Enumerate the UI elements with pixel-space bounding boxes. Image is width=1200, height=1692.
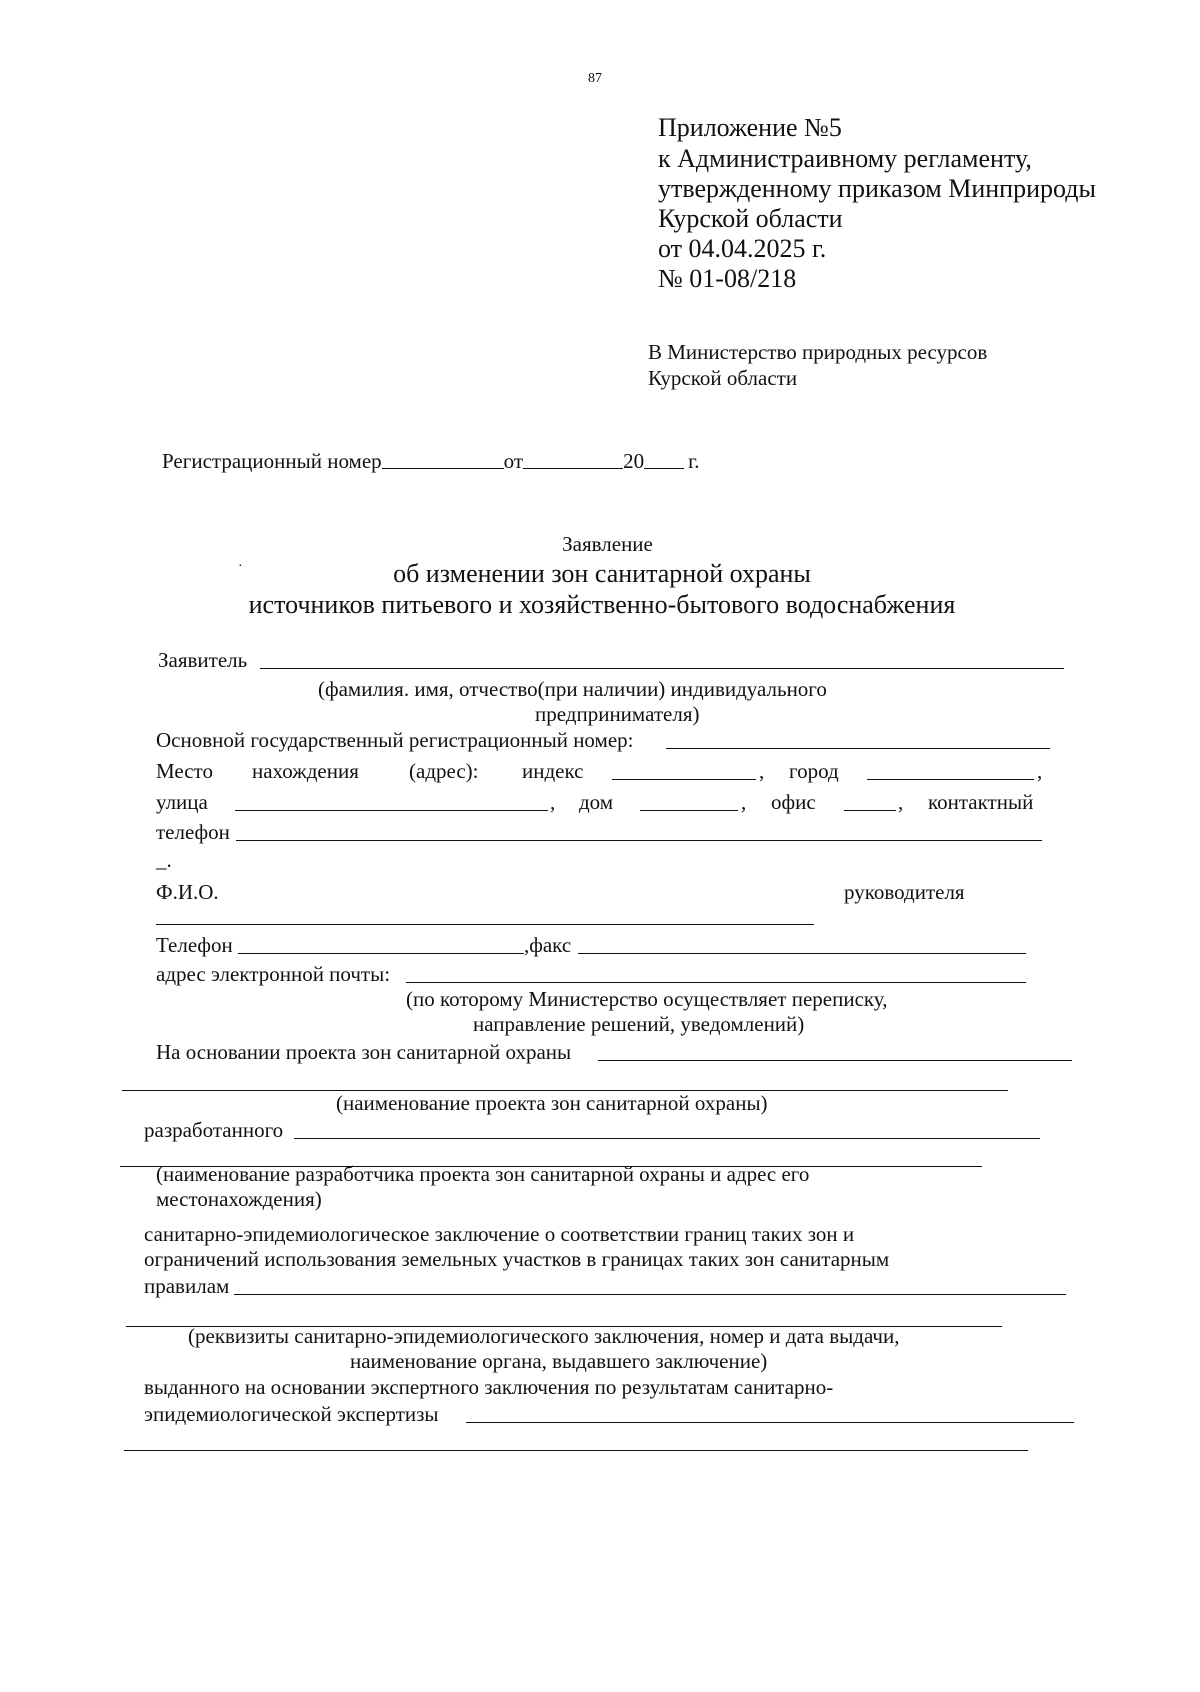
project-name-hint: (наименование проекта зон санитарной охраны) [336, 1091, 768, 1115]
applicant-label: Заявитель [158, 648, 248, 672]
office-field[interactable] [844, 810, 896, 811]
conclusion-line-2: ограничений использования земельных участков в границах таких зон санитарным [144, 1247, 890, 1271]
fax-label: ,факс [524, 933, 572, 957]
appendix-line-2: к Администраивному регламенту, [658, 144, 1032, 173]
city-label: город [789, 759, 839, 783]
registration-row [162, 451, 700, 472]
email-field[interactable] [406, 982, 1026, 983]
registration-date-field[interactable] [523, 467, 623, 469]
project-basis-label: На основании проекта зон санитарной охраны [156, 1040, 572, 1064]
house-comma: , [741, 790, 747, 814]
phone-tail: _. [156, 848, 172, 872]
recipient-line-1: В Министерство природных ресурсов [648, 340, 988, 364]
address-word-1: Место [156, 759, 213, 783]
recipient-line-2: Курской области [648, 366, 798, 390]
city-field[interactable] [867, 779, 1034, 780]
developer-field[interactable] [294, 1138, 1040, 1139]
registration-label: Регистрационный номер [162, 449, 382, 473]
issued-line-1: выданного на основании экспертного заключения по результатам санитарно- [144, 1375, 834, 1399]
applicant-field[interactable] [260, 668, 1064, 669]
phone-field[interactable] [236, 840, 1042, 841]
fax-field[interactable] [578, 953, 1026, 954]
registration-from: от [503, 449, 524, 473]
developed-label: разработанного [144, 1118, 284, 1142]
street-label: улица [156, 790, 208, 814]
email-label: адрес электронной почты: [156, 962, 391, 986]
applicant-hint-2: предпринимателя) [535, 702, 700, 726]
phone-label: телефон [156, 820, 230, 844]
conclusion-hint-2: наименование органа, выдавшего заключение) [350, 1349, 768, 1373]
registration-year-field[interactable] [644, 467, 684, 469]
applicant-hint-1: (фамилия. имя, отчество(при наличии) индивидуального [318, 677, 827, 701]
project-basis-field[interactable] [598, 1060, 1072, 1061]
appendix-date: от 04.04.2025 г. [658, 234, 827, 263]
fio-label: Ф.И.О. [156, 880, 219, 904]
ogrn-field[interactable] [666, 748, 1050, 749]
dot-mark: · [238, 559, 243, 574]
expertise-field-2[interactable] [124, 1450, 1028, 1451]
page-number: 87 [588, 71, 602, 86]
expertise-field[interactable] [466, 1422, 1074, 1423]
contact-phone-field[interactable] [238, 953, 524, 954]
manager-role: руководителя [844, 880, 965, 904]
index-comma: , [759, 759, 765, 783]
office-comma: , [898, 790, 904, 814]
manager-name-field[interactable] [156, 924, 814, 925]
contact-label: контактный [928, 790, 1034, 814]
document-title: Заявление [562, 532, 653, 556]
appendix-number: № 01-08/218 [658, 264, 797, 293]
index-field[interactable] [612, 779, 756, 780]
city-comma: , [1037, 759, 1043, 783]
developer-hint-1: (наименование разработчика проекта зон санитарной охраны и адрес его [156, 1162, 810, 1186]
registration-year-suffix: г. [688, 449, 700, 473]
email-hint-1: (по которому Министерство осуществляет переписку, [406, 987, 888, 1011]
developer-hint-2: местонахождения) [156, 1187, 322, 1211]
address-word-2: нахождения [252, 759, 359, 783]
house-field[interactable] [640, 810, 738, 811]
appendix-line-4: Курской области [658, 204, 843, 233]
contact-phone-label: Телефон [156, 933, 233, 957]
ogrn-label: Основной государственный регистрационный номер: [156, 728, 634, 752]
document-subtitle-1: об изменении зон санитарной охраны [393, 559, 811, 588]
issued-line-2: эпидемиологической экспертизы [144, 1402, 439, 1426]
house-label: дом [579, 790, 614, 814]
office-label: офис [771, 790, 816, 814]
conclusion-line-1: санитарно-эпидемиологическое заключение о соответствии границ таких зон и [144, 1222, 855, 1246]
street-comma: , [550, 790, 556, 814]
registration-number-field[interactable] [382, 467, 504, 469]
street-field[interactable] [235, 810, 548, 811]
conclusion-hint-1: (реквизиты санитарно-эпидемиологического заключения, номер и дата выдачи, [188, 1324, 900, 1348]
conclusion-line-3: правилам [144, 1274, 230, 1298]
document-subtitle-2: источников питьевого и хозяйственно-бытового водоснабжения [248, 590, 956, 619]
appendix-line-3: утвержденному приказом Минприроды [658, 174, 1096, 203]
address-word-3: (адрес): [409, 759, 479, 783]
registration-year-prefix: 20 [623, 449, 645, 473]
email-hint-2: направление решений, уведомлений) [473, 1012, 805, 1036]
conclusion-field[interactable] [234, 1294, 1066, 1295]
index-label: индекс [522, 759, 584, 783]
appendix-title: Приложение №5 [658, 113, 842, 142]
